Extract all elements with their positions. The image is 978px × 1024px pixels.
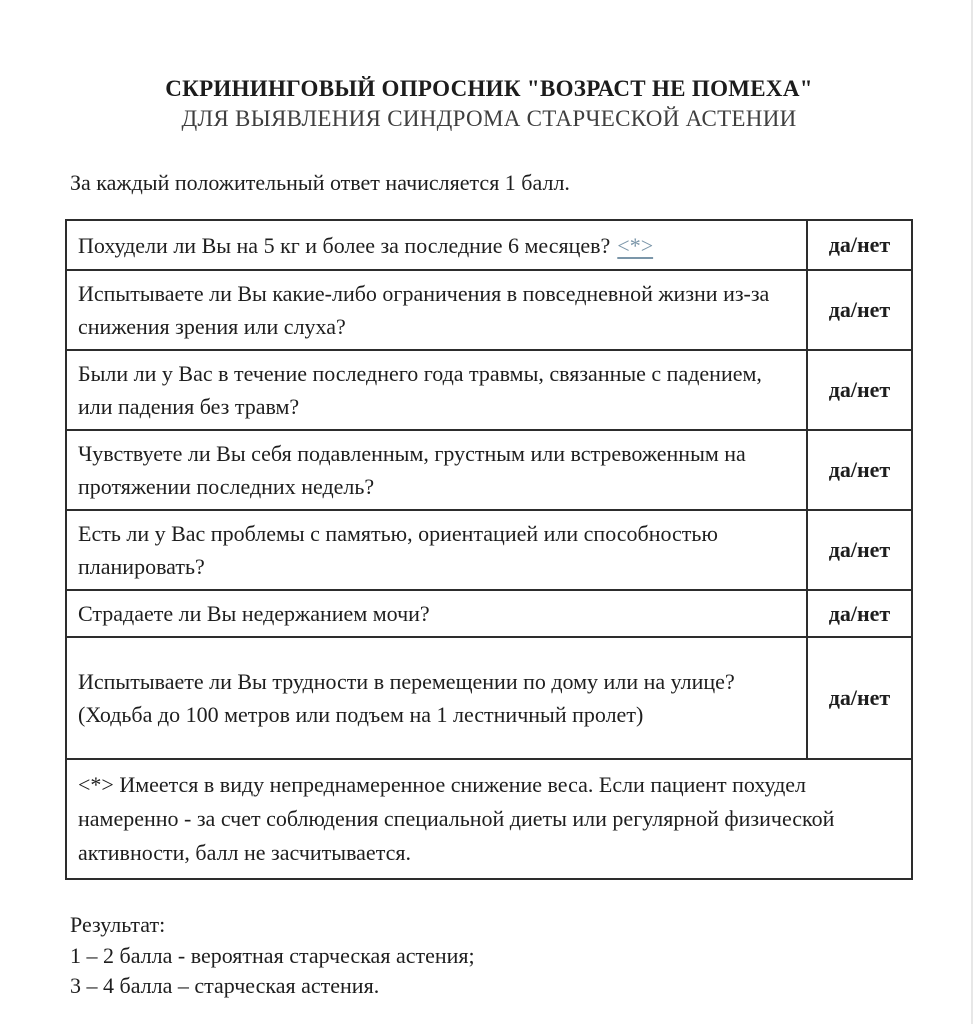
page-subtitle: ДЛЯ ВЫЯВЛЕНИЯ СИНДРОМА СТАРЧЕСКОЙ АСТЕНИИ	[181, 106, 797, 131]
question-cell	[66, 510, 807, 590]
question-note: (Ходьба до 100 метров или подъем на 1 лестничный пролет)	[78, 702, 644, 727]
page-edge-line	[971, 0, 973, 1024]
question-text: Чувствуете ли Вы себя подавленным, грустным или встревоженным на протяжении последних недель?	[78, 441, 746, 499]
answer-cell: да/нет	[807, 510, 912, 590]
question-row-7	[66, 637, 912, 759]
answer-cell: да/нет	[807, 637, 912, 759]
question-text: Есть ли у Вас проблемы с памятью, ориентацией или способностью планировать?	[78, 521, 718, 579]
title-block	[0, 74, 978, 134]
question-row-6	[66, 590, 912, 637]
question-cell	[66, 430, 807, 510]
result-line-1: 1 – 2 балла - вероятная старческая астения;	[70, 942, 475, 968]
answer-cell: да/нет	[807, 590, 912, 637]
result-block	[70, 910, 978, 1002]
footnote-text: <*> Имеется в виду непреднамеренное снижение веса. Если пациент похудел намеренно - за счет соблюдения специальной диеты или регулярной физической активности, балл не засчитывается.	[66, 759, 912, 879]
question-text: Испытываете ли Вы какие-либо ограничения в повседневной жизни из-за снижения зрения или слуха?	[78, 281, 770, 339]
question-cell	[66, 350, 807, 430]
answer-cell: да/нет	[807, 270, 912, 350]
footnote-link[interactable]: <*>	[617, 232, 654, 258]
question-text: Испытываете ли Вы трудности в перемещении по дому или на улице?	[78, 669, 735, 694]
question-cell	[66, 270, 807, 350]
result-heading: Результат:	[70, 912, 166, 937]
intro-text: За каждый положительный ответ начисляется 1 балл.	[70, 170, 570, 195]
footnote-row	[66, 759, 912, 879]
question-text: Страдаете ли Вы недержанием мочи?	[78, 601, 430, 626]
question-row-2	[66, 270, 912, 350]
question-cell	[66, 590, 807, 637]
question-row-5	[66, 510, 912, 590]
question-cell	[66, 220, 807, 270]
answer-cell: да/нет	[807, 350, 912, 430]
question-row-3	[66, 350, 912, 430]
question-row-4	[66, 430, 912, 510]
question-text: Были ли у Вас в течение последнего года травмы, связанные с падением, или падения без травм?	[78, 361, 762, 419]
question-row-1	[66, 220, 912, 270]
page-title: СКРИНИНГОВЫЙ ОПРОСНИК "ВОЗРАСТ НЕ ПОМЕХА"	[165, 76, 813, 101]
result-line-2: 3 – 4 балла – старческая астения.	[70, 973, 380, 998]
answer-cell: да/нет	[807, 220, 912, 270]
answer-cell: да/нет	[807, 430, 912, 510]
question-cell	[66, 637, 807, 759]
questionnaire-table	[65, 219, 913, 880]
question-text: Похудели ли Вы на 5 кг и более за последние 6 месяцев?	[78, 232, 611, 258]
